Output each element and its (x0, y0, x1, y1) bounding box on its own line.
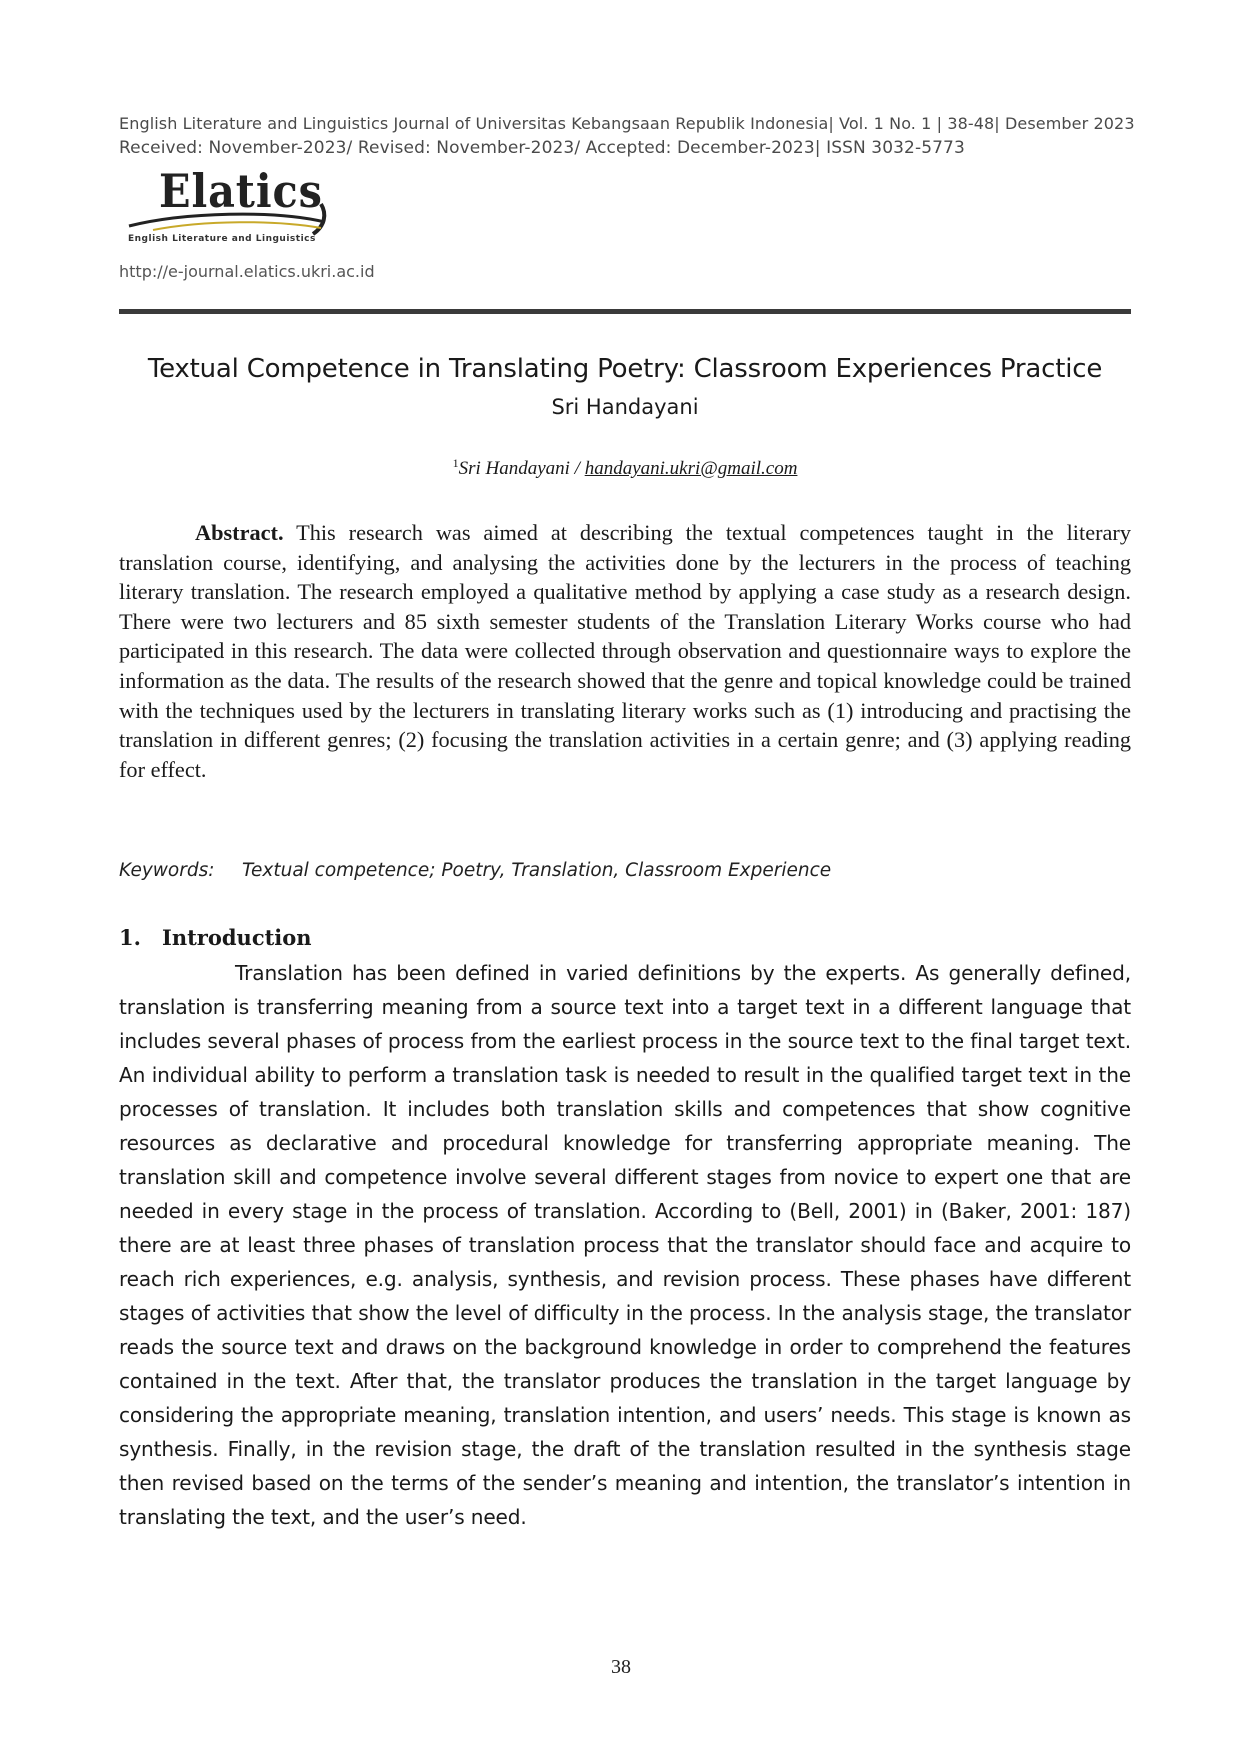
keywords (119, 860, 1131, 881)
page-number: 38 (611, 1656, 631, 1678)
abstract-text: This research was aimed at describing the textual competences taught in the literary translation course, identifying, and analysing the activities done by the lecturers in the process of teaching literary translation. The research employed a qualitative method by applying a case study as a research design. There were two lecturers and 85 sixth semester students of the Translation Literary Works course who had participated in this research. The data were collected through observation and questionnaire ways to explore the information as the data. The results of the research showed that the genre and topical knowledge could be trained with the techniques used by the lecturers in translating literary works such as (1) introducing and practising the translation in different genres; (2) focusing the translation activities in a certain genre; and (3) applying reading for effect. (119, 520, 1131, 782)
abstract (119, 518, 1131, 784)
author-affiliation (119, 458, 1131, 480)
section-number: 1. (119, 925, 141, 950)
abstract-label: Abstract. (195, 520, 284, 545)
logo-wordmark: Elatics (159, 164, 323, 218)
section-title: Introduction (162, 925, 312, 950)
author-email-link[interactable]: handayani.ukri@gmail.com (584, 458, 798, 479)
section-heading (119, 925, 312, 950)
logo-subtitle: English Literature and Linguistics (128, 234, 316, 244)
dates-header-line: Received: November-2023/ Revised: November-2023/ Accepted: December-2023| ISSN 3032-5773 (119, 138, 965, 158)
header-divider (119, 309, 1131, 314)
article-author: Sri Handayani (551, 395, 699, 419)
keywords-text: Textual competence; Poetry, Translation, Classroom Experience (242, 860, 832, 881)
article-title: Textual Competence in Translating Poetry: Classroom Experiences Practice (147, 354, 1103, 384)
affiliation-name: Sri Handayani / (458, 458, 585, 479)
journal-url[interactable]: http://e-journal.elatics.ukri.ac.id (119, 262, 375, 281)
keywords-label: Keywords: (119, 860, 215, 881)
introduction-paragraph: Translation has been defined in varied definitions by the experts. As generally defined, translation is transferring meaning from a source text into a target text in a different language that includes several phases of process from the earliest process in the source text to the final target text. An individual ability to perform a translation task is needed to result in the qualified target text in the processes of translation. It includes both translation skills and competences that show cognitive resources as declarative and procedural knowledge for transferring appropriate meaning. The translation skill and competence involve several different stages from novice to expert one that are needed in every stage in the process of translation. According to (Bell, 2001) in (Baker, 2001: 187) there are at least three phases of translation process that the translator should face and acquire to reach rich experiences, e.g. analysis, synthesis, and revision process. These phases have different stages of activities that show the level of difficulty in the process. In the analysis stage, the translator reads the source text and draws on the background knowledge in order to comprehend the features contained in the text. After that, the translator produces the translation in the target language by considering the appropriate meaning, translation intention, and users’ needs. This stage is known as synthesis. Finally, in the revision stage, the draft of the translation resulted in the synthesis stage then revised based on the terms of the sender’s meaning and intention, the translator’s intention in translating the text, and the user’s need. (119, 961, 1131, 1529)
journal-header-line: English Literature and Linguistics Journal of Universitas Kebangsaan Republik Indonesia| Vol. 1 No. 1 | 38-48| Desember 2023 (119, 114, 1135, 133)
journal-logo (125, 164, 345, 252)
affiliation-marker: 1 (452, 456, 459, 470)
